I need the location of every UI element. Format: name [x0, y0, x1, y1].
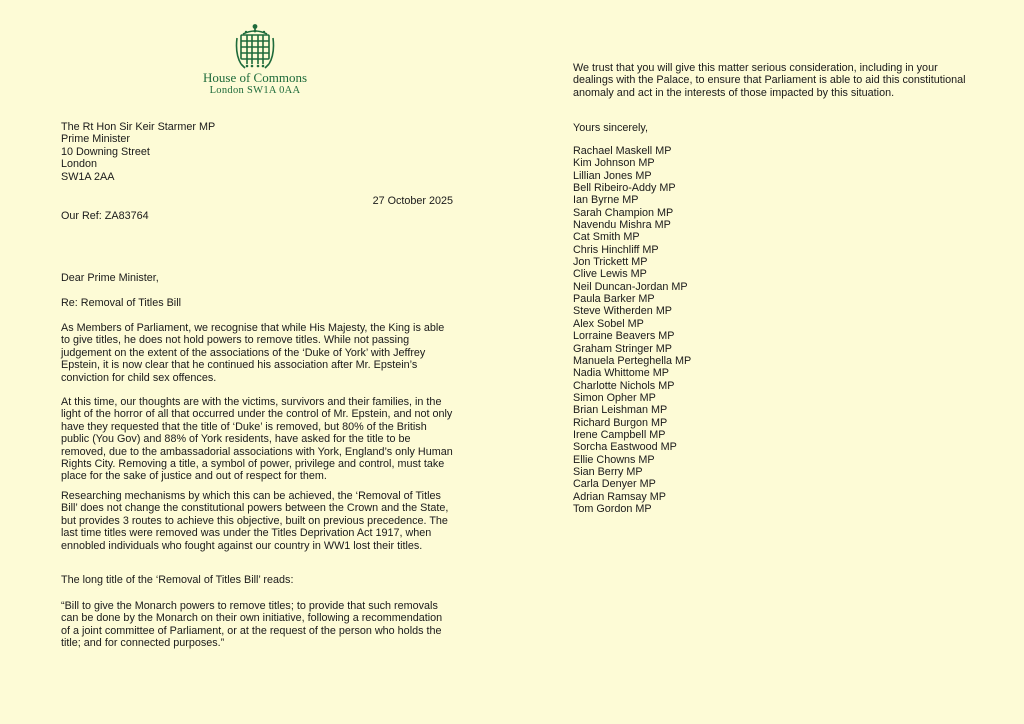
signatory: Sarah Champion MP — [573, 206, 674, 219]
recipient-line: London — [61, 158, 98, 171]
signatory: Irene Campbell MP — [573, 428, 666, 441]
portcullis-crest-icon — [235, 24, 275, 70]
letterhead-name: House of Commons — [203, 70, 307, 85]
signatory: Charlotte Nichols MP — [573, 379, 675, 392]
recipient-line: 10 Downing Street — [61, 145, 150, 158]
signatory: Neil Duncan-Jordan MP — [573, 280, 688, 293]
signatory: Ellie Chowns MP — [573, 453, 655, 466]
signatory: Paula Barker MP — [573, 293, 655, 306]
recipient-line: Prime Minister — [61, 133, 130, 146]
signatory: Lillian Jones MP — [573, 169, 652, 182]
recipient-address — [61, 121, 453, 183]
signatory: Cat Smith MP — [573, 231, 640, 244]
subject-line: Re: Removal of Titles Bill — [61, 297, 182, 309]
signatory: Tom Gordon MP — [573, 502, 652, 515]
signatory: Sian Berry MP — [573, 465, 643, 478]
signatory: Alex Sobel MP — [573, 317, 644, 330]
letterhead-address: London SW1A 0AA — [209, 85, 301, 96]
signatory: Bell Ribeiro-Addy MP — [573, 182, 676, 195]
signatory: Navendu Mishra MP — [573, 219, 671, 232]
closing-paragraph: We trust that you will give this matter serious consideration, including in your dealings with the Palace, to ensure that Parliament is able to aid this constitutional anomaly and act in the interests of those impacted by this situation. — [573, 62, 966, 99]
signatory: Steve Witherden MP — [573, 305, 673, 318]
body-paragraph: At this time, our thoughts are with the victims, survivors and their families, in the light of the horror of all that occurred under the control of Mr. Epstein, and not only have they requested that the title of ‘Duke’ is removed, but 80% of the British public (You Gov) and 88% of York residents, have asked for the title to be removed, due to the ambassadorial associations with York, England’s only Human Rights City. Removing a title, a symbol of power, privilege and control, must take place for the sake of justice and out of respect for them. — [61, 396, 453, 483]
signatory: Brian Leishman MP — [573, 404, 668, 417]
signatory: Chris Hinchliff MP — [573, 243, 659, 256]
signatory: Nadia Whittome MP — [573, 367, 670, 380]
signatory: Kim Johnson MP — [573, 157, 655, 170]
recipient-line: The Rt Hon Sir Keir Starmer MP — [61, 121, 216, 133]
sign-off: Yours sincerely, — [573, 122, 649, 134]
body-paragraph: Researching mechanisms by which this can be achieved, the ‘Removal of Titles Bill’ does not change the constitutional powers between the Crown and the State, but provides 3 routes to achieve this objective, built on previous precedence. The last time titles were removed was under the Titles Deprivation Act 1917, when ennobled individuals who fought against our country in WW1 lost their titles. — [61, 490, 449, 552]
signatory: Graham Stringer MP — [573, 342, 673, 355]
signatory: Manuela Perteghella MP — [573, 354, 692, 367]
signatory: Jon Trickett MP — [573, 256, 648, 269]
signatory: Lorraine Beavers MP — [573, 330, 675, 343]
signatory: Richard Burgon MP — [573, 416, 668, 429]
recipient-line: SW1A 2AA — [61, 170, 115, 183]
bill-long-title-quote: “Bill to give the Monarch powers to remove titles; to provide that such removals can be done by the Monarch on their own initiative, following a recommendation of a joint committee of Parliament, or at the request of the person who holds the title; and for connected purposes.” — [61, 600, 443, 650]
signatory: Sorcha Eastwood MP — [573, 441, 677, 454]
letter-page-right — [512, 0, 1024, 724]
signatory: Simon Opher MP — [573, 391, 656, 404]
reference-number: Our Ref: ZA83764 — [61, 210, 149, 222]
body-paragraph: As Members of Parliament, we recognise that while His Majesty, the King is able to give titles, he does not hold powers to remove titles. While not passing judgement on the extent of the associations of the ‘Duke of York’ with Jeffrey Epstein, it is now clear that he continued his association after Mr. Epstein’s conviction for child sex offences. — [61, 322, 445, 384]
body-paragraph: The long title of the ‘Removal of Titles Bill’ reads: — [61, 574, 294, 586]
salutation: Dear Prime Minister, — [61, 272, 159, 284]
signatory: Rachael Maskell MP — [573, 145, 672, 157]
signatory: Ian Byrne MP — [573, 194, 639, 207]
signatory: Clive Lewis MP — [573, 268, 647, 281]
signatory-list — [573, 145, 691, 515]
signatory: Adrian Ramsay MP — [573, 490, 667, 503]
signatory: Carla Denyer MP — [573, 478, 656, 491]
letter-date: 27 October 2025 — [372, 195, 453, 207]
